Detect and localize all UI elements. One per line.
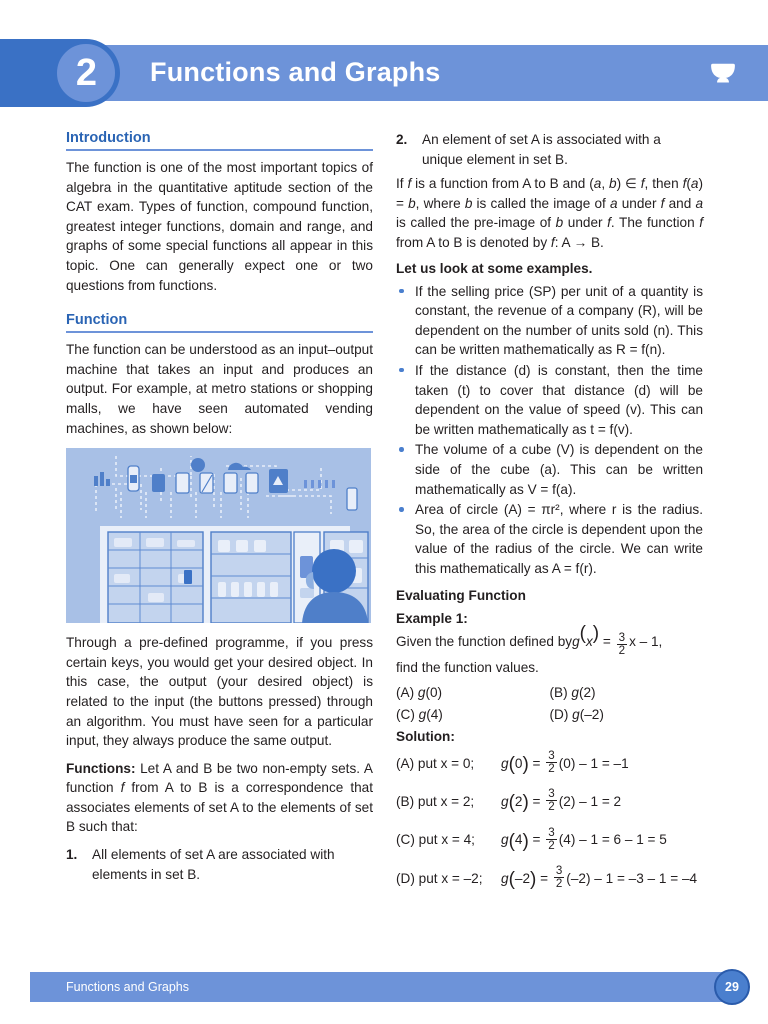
list-item [396,440,703,499]
example-question-post: find the function values. [396,659,539,675]
list-text: An element of set A is associated with a unique element in set B. [422,132,661,167]
def-text: If [396,176,408,192]
example-question-pre: Given the function defined by [396,634,573,650]
example-var: x [585,634,593,650]
def-text: ( [686,176,691,192]
fraction-denominator: 2 [548,800,555,814]
list-marker: 2. [396,132,408,147]
functions-definition-label: Functions: [66,760,136,776]
right-numbered-list [396,130,703,169]
chapter-header [0,39,768,107]
fraction-numerator: 3 [618,630,626,644]
option-tag: (B) [549,685,568,701]
def-text: . The function [610,215,700,231]
italic-b: b [555,215,564,231]
solution-arg: 2 [514,793,523,809]
solution-rows [396,750,703,890]
solution-multiplier: (2) [558,793,576,809]
option-fn: g [417,685,426,701]
italic-a: a [593,176,602,192]
bullet-dot-icon [399,447,404,452]
right-column [396,130,703,904]
fraction-denominator: 2 [618,644,626,658]
fraction [554,865,564,890]
option-fn: g [572,707,580,723]
solution-expression-d: g ( –2 ) = $\frac{3}{2}$ (–2) – 1 = –3 – 1 = –4 [501,863,698,891]
list-text: All elements of set A are associated with elements in set B. [92,847,335,882]
list-item [396,500,703,578]
solution-fn: g [501,870,509,886]
italic-f: f [640,176,645,192]
equals-sign: = [536,870,552,886]
functions-definition-text-2: from A to B is a correspondence that associates elements of set A to the elements of set B such that: [66,780,373,835]
page-footer [0,972,768,1002]
left-column [66,130,373,889]
solution-expression-b: g ( 2 ) = $\frac{3}{2}$ (2) – 1 = 2 [501,787,622,814]
solution-row-d [396,865,703,890]
vending-machine-illustration [66,448,371,623]
def-text: under [617,195,661,211]
solution-expression-a: g ( 0 ) = $\frac{3}{2}$ (0) – 1 = –1 [501,748,629,776]
option-fn: g [571,685,579,701]
italic-a: a [690,176,699,192]
solution-multiplier: (4) [558,832,576,848]
def-text: , [601,176,609,192]
functions-definition-text-1: Let A and B be two non-empty sets. A function [66,760,373,796]
def-text: , then [644,176,683,192]
solution-fn: g [501,793,509,809]
list-item [66,845,373,884]
def-text: : A → B. [554,234,604,250]
option-arg: (0) [425,685,443,701]
fraction-numerator: 3 [548,825,555,839]
page-title: Functions and Graphs [150,57,441,87]
bullet-text: If the distance (d) is constant, then the time taken (t) to cover that distance (d) will be dependent on the value of speed (v). This can be written mathematically as t = f(v). [415,362,703,437]
trophy-icon [706,57,740,91]
solution-label-c [396,832,501,847]
list-item [396,282,703,360]
italic-b: b [609,176,617,192]
italic-f: f [607,215,611,231]
example-question: Given the function defined by g ( x ) = $\frac{3}{2}$ x – 1, [396,623,663,658]
solution-arg: 4 [514,832,523,848]
option-tag: (A) [396,685,415,701]
page-body [0,130,768,960]
bullet-dot-icon [399,289,404,294]
option-tag: (D) [549,707,569,723]
italic-f: f [120,780,125,796]
def-text: , where [415,195,465,211]
footer-title: Functions and Graphs [66,980,189,994]
fraction [546,750,556,775]
solution-row-c [396,827,703,852]
example-fn: g [572,634,580,650]
list-item [396,361,703,439]
solution-tail: – 1 = 2 [579,793,622,809]
solution-tag: (C) [396,832,415,848]
function-paragraph: The function can be understood as an input–output machine that takes an input and produces an output. For example, at metro stations or shopping malls, we have seen automated vending machines, as shown below: [66,342,373,436]
bullet-text: Area of circle (A) = πr², where r is the radius. So, the area of the circle is dependent upon the value of the radius of the circle. We can write this mathematically as A = f(r). [415,502,703,576]
fraction-numerator: 3 [555,863,563,877]
chapter-number: 2 [75,52,97,94]
italic-f: f [699,215,703,231]
solution-label-d [396,871,501,886]
solution-arg: 0 [514,755,523,771]
solution-arg: –2 [514,870,531,886]
solution-tag: (B) [396,793,415,809]
option-arg: (2) [578,685,596,701]
page-number-badge: 29 [714,969,750,1005]
italic-f: f [682,176,687,192]
italic-b: b [408,195,416,211]
heading-evaluating-function: Evaluating Function [396,588,526,604]
fraction-numerator: 3 [548,748,555,762]
chapter-number-badge [54,41,118,105]
solution-expression-c: g ( 4 ) = $\frac{3}{2}$ (4) – 1 = 6 – 1 = 5 [501,825,667,852]
italic-b: b [464,195,473,211]
option-arg: (4) [426,707,443,723]
def-text: from A to B is denoted by [396,234,551,250]
solution-put: put x = –2; [418,870,483,886]
solution-tag: (D) [396,870,415,886]
example-eq-tail: x – 1, [629,634,663,650]
fraction-denominator: 2 [555,877,563,891]
solution-multiplier: (–2) [566,870,591,886]
italic-f: f [660,195,665,211]
solution-put: put x = 4; [418,832,475,848]
equals-sign: = [528,832,545,848]
example-label: Example 1: [396,611,468,627]
def-text: under [563,215,608,231]
fraction-denominator: 2 [548,762,555,776]
functions-definition [66,759,373,837]
fraction-denominator: 2 [548,838,555,852]
solution-put: put x = 0; [417,755,475,771]
def-text: is called the image of [472,195,610,211]
function-definition-paragraph [396,174,703,252]
solution-label: Solution: [396,729,455,745]
after-image-paragraph: Through a pre-defined programme, if you press certain keys, you would get your desired object. In this case, the output (your desired object) is related to the input (the buttons pressed) through an algorithm. You must have seen for a particular input, they always produce the same output. [66,635,373,749]
solution-label-b [396,794,501,809]
option-arg: (–2) [579,707,604,723]
solution-tail: – 1 = 6 – 1 = 5 [579,832,667,848]
fraction [546,827,556,852]
italic-f: f [550,234,555,250]
def-text: and [664,195,696,211]
solution-tag: (A) [396,755,415,771]
left-numbered-list [66,845,373,884]
option-d[interactable] [550,707,704,722]
solution-tail: – 1 = –3 – 1 = –4 [594,870,698,886]
fraction [546,788,556,813]
solution-row-a [396,750,703,775]
heading-function: Function [66,312,373,333]
equals-sign: = [528,755,545,771]
option-fn: g [418,707,427,723]
italic-a: a [609,195,618,211]
italic-f: f [407,176,412,192]
option-tag: (C) [396,707,415,723]
fraction-three-over-two [617,632,627,657]
bullet-text: If the selling price (SP) per unit of a quantity is constant, the revenue of a company (R), will be dependent on the number of units sold (n). This can be written mathematically as R = f(n). [415,283,703,358]
examples-bullet-list [396,282,703,579]
solution-row-b [396,789,703,814]
italic-a: a [695,195,703,211]
def-text: is called the pre-image of [396,215,556,231]
options-grid [396,685,703,722]
bullet-dot-icon [399,507,404,512]
solution-put: put x = 2; [417,793,475,809]
def-text: is a function from A to B and ( [411,176,594,192]
list-item [396,130,703,169]
solution-tail: – 1 = –1 [579,755,629,771]
fraction-numerator: 3 [548,787,555,801]
examples-lead: Let us look at some examples. [396,260,593,276]
bullet-text: The volume of a cube (V) is dependent on the side of the cube (a). This can be written mathematically as V = f(a). [415,442,703,497]
option-a[interactable] [396,685,550,700]
solution-fn: g [501,755,509,771]
option-b[interactable] [550,685,704,700]
solution-label-a [396,756,501,771]
intro-paragraph: The function is one of the most important topics of algebra in the quantitative aptitude section of the CAT exam. Types of function, compound function, greatest integer functions, domain and range, and graphs of some special functions all appear in this topic. One can generally expect one or two questions from functions. [66,160,373,293]
option-c[interactable] [396,707,550,722]
heading-introduction: Introduction [66,130,373,151]
equals-sign: = [528,793,545,809]
solution-fn: g [501,832,509,848]
solution-multiplier: (0) [558,755,576,771]
bullet-dot-icon [399,368,404,373]
def-text: ) ∈ [616,176,641,192]
list-marker: 1. [66,847,78,863]
equals-sign: = [599,634,615,650]
def-text: ) = [396,176,703,211]
